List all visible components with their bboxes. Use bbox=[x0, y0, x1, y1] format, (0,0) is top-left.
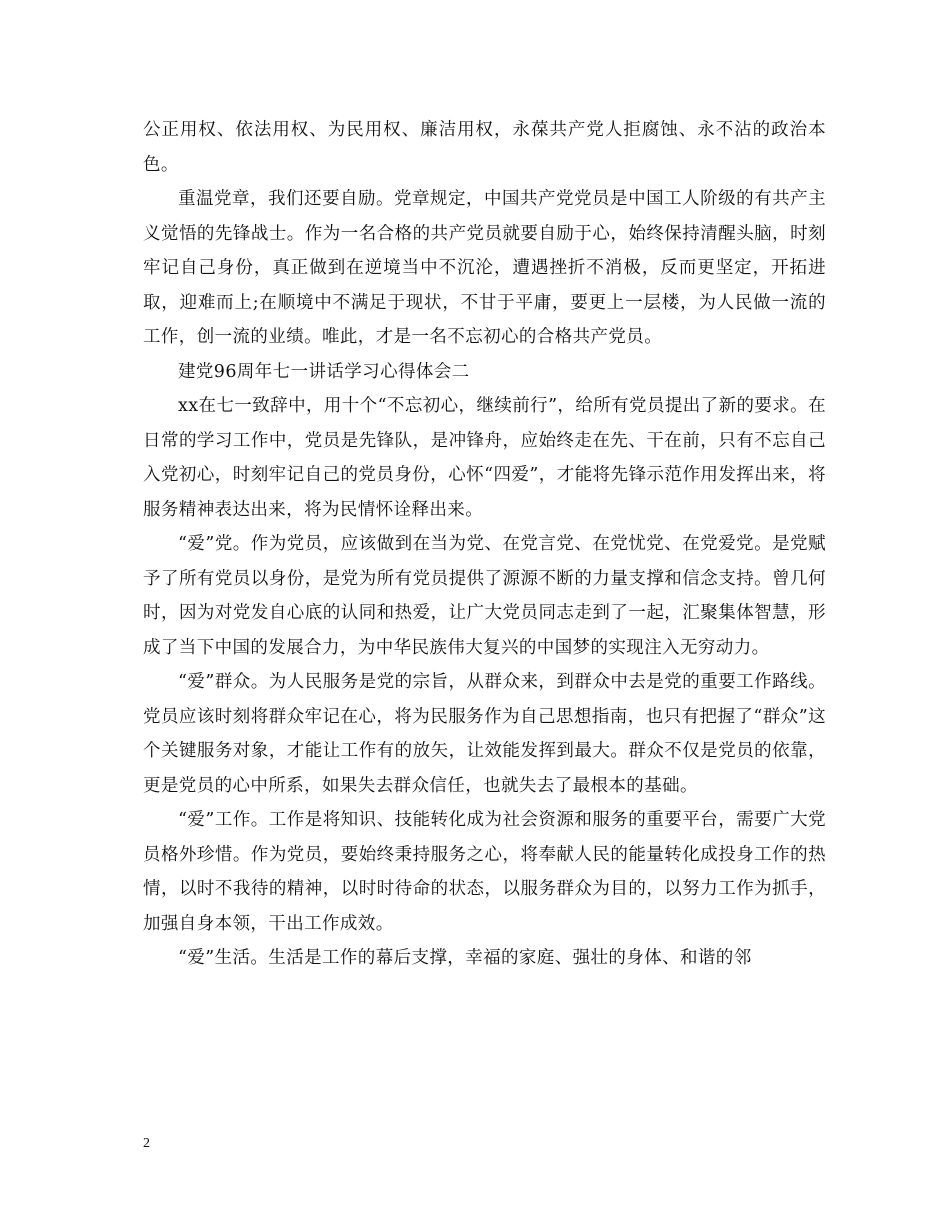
paragraph-continuation: 公正用权、依法用权、为民用权、廉洁用权，永葆共产党人拒腐蚀、永不沾的政治本色。 bbox=[143, 120, 826, 175]
section-title: 建党96周年七一讲话学习心得体会二 bbox=[178, 361, 470, 382]
paragraph-love-life: “爱”生活。生活是工作的幕后支撑，幸福的家庭、强壮的身体、和谐的邻 bbox=[178, 948, 752, 968]
paragraph-love-work: “爱”工作。工作是将知识、技能转化成为社会资源和服务的重要平台，需要广大党员格外珍惜。作为党员，要始终秉持服务之心，将奉献人民的能量转化成投身工作的热情，以时不我待的精神，以时时待命的状态，以服务群众为目的，以努力工作为抓手，加强自身本领，干出工作成效。 bbox=[143, 810, 826, 934]
paragraph-love-masses: “爱”群众。为人民服务是党的宗旨，从群众来，到群众中去是党的重要工作路线。党员应该时刻将群众牢记在心，将为民服务作为自己思想指南，也只有把握了“群众”这个关键服务对象，才能让工作有的放矢，让效能发挥到最大。群众不仅是党员的依靠，更是党员的心中所系，如果失去群众信任，也就失去了最根本的基础。 bbox=[143, 672, 826, 796]
paragraph-love-party: “爱”党。作为党员，应该做到在当为党、在党言党、在党忧党、在党爱党。是党赋予了所有党员以身份，是党为所有党员提供了源源不断的力量支撑和信念支持。曾几何时，因为对党发自心底的认同和热爱，让广大党员同志走到了一起，汇聚集体智慧，形成了当下中国的发展合力，为中华民族伟大复兴的中国梦的实现注入无穷动力。 bbox=[143, 534, 826, 658]
paragraph-party-constitution: 重温党章，我们还要自励。党章规定，中国共产党党员是中国工人阶级的有共产主义觉悟的先锋战士。作为一名合格的共产党员就要自励于心，始终保持清醒头脑，时刻牢记自己身份，真正做到在逆境当中不沉沦，遭遇挫折不消极，反而更坚定，开拓进取，迎难而上;在顺境中不满足于现状，不甘于平庸，要更上一层楼，为人民做一流的工作，创一流的业绩。唯此，才是一名不忘初心的合格共产党员。 bbox=[143, 189, 826, 347]
document-body bbox=[143, 113, 826, 976]
page-number: 2 bbox=[143, 1136, 150, 1151]
paragraph-intro: xx在七一致辞中，用十个“不忘初心，继续前行”，给所有党员提出了新的要求。在日常的学习工作中，党员是先锋队，是冲锋舟，应始终走在先、干在前，只有不忘自己入党初心，时刻牢记自己的党员身份，心怀“四爱”，才能将先锋示范作用发挥出来，将服务精神表达出来，将为民情怀诠释出来。 bbox=[143, 396, 826, 520]
